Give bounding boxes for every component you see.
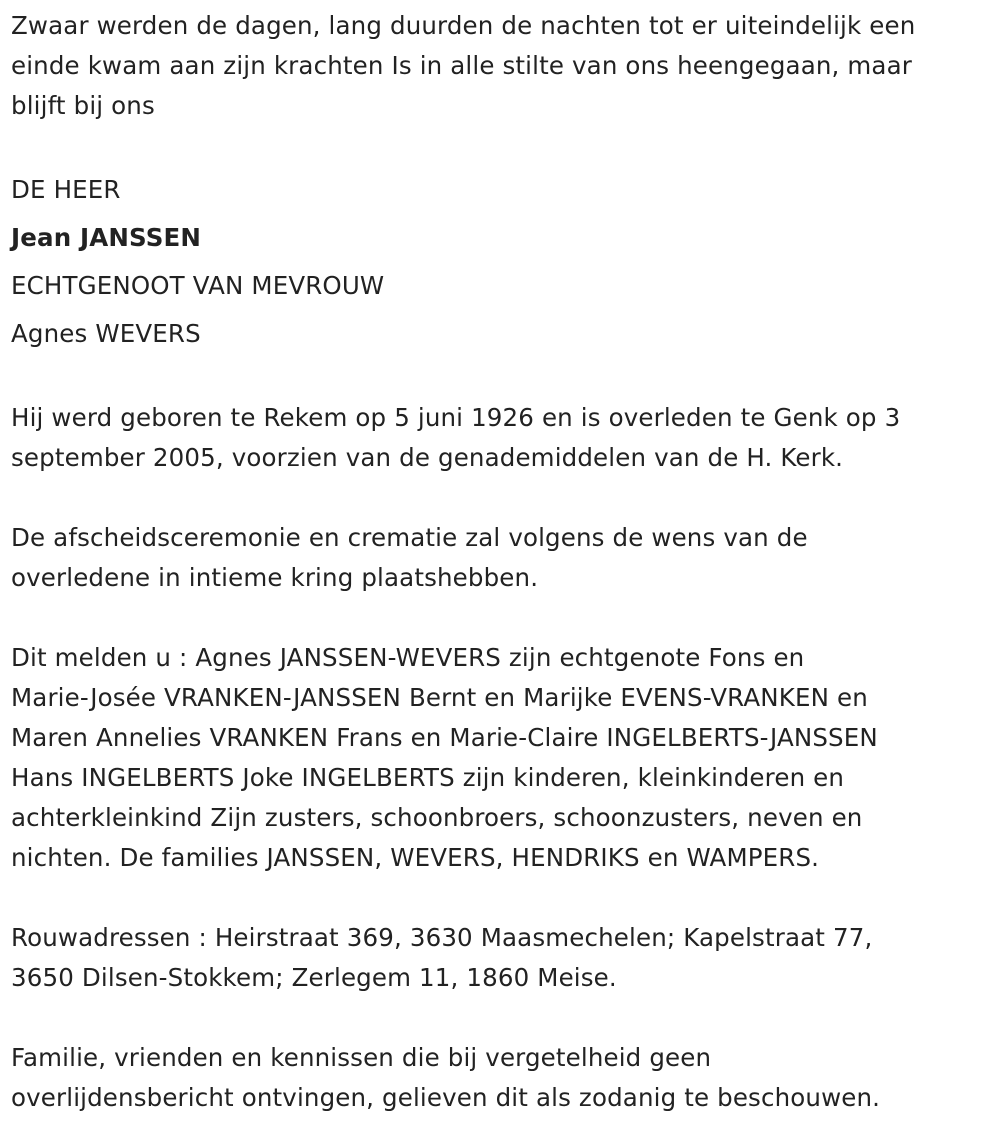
paragraph-spacer [11,598,986,638]
relation-line: ECHTGENOOT VAN MEVROUW [11,271,385,300]
spouse-name: Agnes WEVERS [11,319,201,348]
intro-paragraph: Zwaar werden de dagen, lang duurden de nachten tot er uiteindelijk een einde kwam aan zijn krachten Is in alle stilte van ons heengegaan, maar blijft bij ons [11,11,916,120]
title-line: DE HEER [11,175,121,204]
announcers-paragraph: Dit melden u : Agnes JANSSEN-WEVERS zijn echtgenote Fons en Marie-Josée VRANKEN-JANSSEN Bernt en Marijke EVENS-VRANKEN en Maren Annelies VRANKEN Frans en Marie-Claire INGELBERTS-JANSSEN Hans INGELBERTS Joke INGELBERTS zijn kinderen, kleinkinderen en achterkleinkind Zijn zusters, schoonbroers, schoonzusters, neven en nichten. De families JANSSEN, WEVERS, HENDRIKS en WAMPERS. [11,643,878,872]
birth-death-paragraph: Hij werd geboren te Rekem op 5 juni 1926 en is overleden te Genk op 3 september 2005, voorzien van de genademiddelen van de H. Kerk. [11,403,901,472]
paragraph-spacer [11,478,986,518]
paragraph-spacer [11,126,986,166]
paragraph-spacer [11,358,986,398]
obituary-text [11,6,986,1118]
paragraph-spacer [11,878,986,918]
addresses-paragraph: Rouwadressen : Heirstraat 369, 3630 Maasmechelen; Kapelstraat 77, 3650 Dilsen-Stokkem; Zerlegem 11, 1860 Meise. [11,923,873,992]
closing-paragraph: Familie, vrienden en kennissen die bij vergetelheid geen overlijdensbericht ontvingen, gelieven dit als zodanig te beschouwen. [11,1043,881,1112]
ceremony-paragraph: De afscheidsceremonie en crematie zal volgens de wens van de overledene in intieme kring plaatshebben. [11,523,808,592]
paragraph-spacer [11,998,986,1038]
deceased-name: Jean JANSSEN [11,223,202,252]
